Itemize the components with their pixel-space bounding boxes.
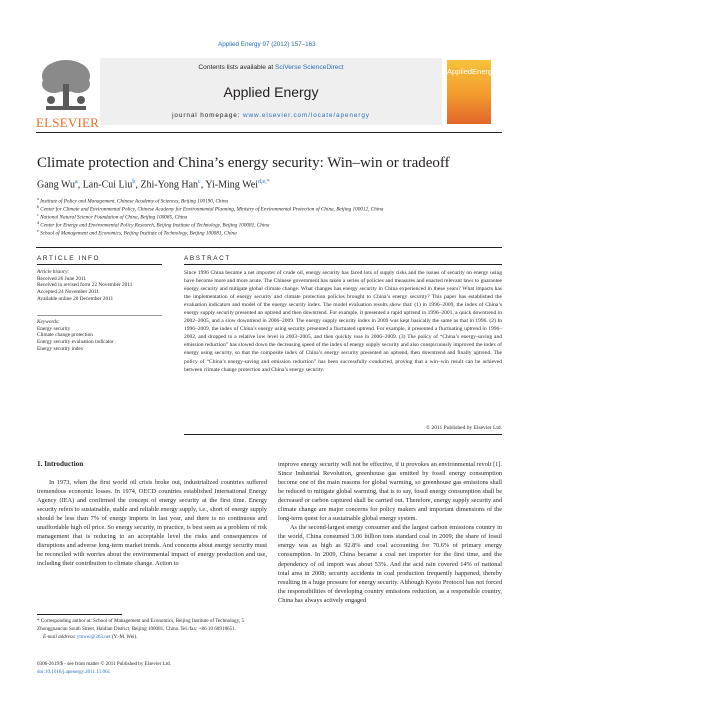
paragraph: improve energy security will not be effective, if it provokes an environmental revolt [1]. Since Industrial Revolution, greenhouse gas emitted by fossil energy consumption become one of the main reasons for global warming, so greenhouse gas emissions shall be reduced to mitigate global warming, that is to say, fossil energy consumption shall be decreased or carbon captured shall be carried out. Therefore, energy supply security and climate change are major concerns for policy makers and important dimensions of the long-term quest for a sustainable global energy system.: [278, 461, 502, 523]
keyword: Energy security index: [37, 345, 84, 352]
history-item: Available online 20 December 2011: [37, 295, 114, 302]
issn-line: 0306-2619/$ - see front matter © 2011 Published by Elsevier Ltd.: [37, 661, 171, 667]
author-name: Zhi-Yong Han: [140, 179, 199, 191]
keywords-label: Keywords:: [37, 319, 60, 325]
affiliation-sup: d: [37, 220, 39, 225]
history-item: Received 26 June 2011: [37, 275, 87, 282]
affiliation-text: National Natural Science Foundation of China, Beijing 100085, China: [40, 214, 188, 221]
email-label: E-mail address:: [43, 633, 77, 640]
section-heading: 1. Introduction: [37, 460, 84, 468]
title-divider: [36, 247, 502, 248]
affiliation-sup: b: [37, 204, 39, 209]
abstract-heading: ABSTRACT: [184, 255, 231, 262]
keyword: Climate change protection: [37, 332, 93, 339]
journal-name: Applied Energy: [223, 84, 319, 100]
cover-title: AppliedEnergy: [447, 67, 496, 76]
affiliation-text: Center for Energy and Environmental Policy Research, Beijing Institute of Technology, Beijing 100081, China: [40, 222, 270, 229]
article-history: [37, 269, 167, 303]
keywords-list: [37, 319, 167, 353]
email-link[interactable]: ymwei@263.net: [76, 633, 111, 640]
article-info-heading: ARTICLE INFO: [37, 255, 101, 262]
journal-citation[interactable]: Applied Energy 97 (2012) 157–163: [218, 41, 316, 48]
affiliation-text: School of Management and Economics, Beijing Institute of Technology, Beijing 100081, China: [40, 230, 237, 237]
author-sup[interactable]: a: [75, 179, 78, 185]
footnote-rule: [37, 614, 122, 615]
homepage-link[interactable]: www.elsevier.com/locate/apenergy: [243, 112, 370, 119]
keyword: Energy security evaluation indicator: [37, 339, 114, 346]
keywords-rule: [37, 315, 162, 316]
header-divider: [36, 132, 502, 133]
affiliation-text: Center for Climate and Environmental Policy, Chinese Academy for Environmental Planning, Ministry of Environmental Protection of China, Beijing 100012, China: [40, 206, 384, 213]
author-sup[interactable]: b: [132, 179, 136, 185]
footnote-text: * Corresponding author at: School of Management and Economics, Beijing Institute of Technology, 5 Zhongguancun South Street, Haidian District, Beijing 100081, China. Tel./fax: +86 10 68918651.: [37, 618, 245, 632]
doi-link[interactable]: doi:10.1016/j.apenergy.2011.11.061: [37, 668, 111, 675]
body-column-left: In 1973, when the first world oil crisis broke out, industrialized countries suffered tremendous economic losses. In 1974, OECD countries established International Energy Agency (IEA) and confirmed the concept of energy security at the first time. Energy security refers to sustainable, stable and reliable energy supply, i.e., short of energy supply should be less than 7% of energy imports in last year, and there is no continuous and unaffordable high oil price. So energy security, in practice, is best seen as a problem of risk management that is reducing to an acceptable level the risks and consequences of disruptions and adverse long-term market trends. And concerns about energy security must be reconciled with worries about the environmental impact of energy production and use, including their contribution to climate change. Action to: [37, 479, 267, 568]
sciencedirect-link[interactable]: SciVerse ScienceDirect: [275, 64, 344, 71]
email-suffix: (Y.-M. Wei).: [110, 633, 138, 640]
contents-prefix: Contents lists available at: [198, 64, 276, 71]
abstract-bottom-rule: [184, 434, 502, 435]
history-item: Accepted 24 November 2011: [37, 289, 100, 296]
affiliation-sup: c: [37, 212, 39, 217]
author-name: Lan-Cui Liu: [82, 179, 133, 191]
article-title: Climate protection and China’s energy security: Win–win or tradeoff: [37, 155, 450, 171]
author-sup[interactable]: d,e,*: [257, 179, 270, 185]
author-name: Yi-Ming Wei: [205, 179, 258, 191]
affiliation: [37, 228, 237, 237]
body-column-right: [278, 460, 502, 605]
history-item: Received in revised form 22 November 2011: [37, 282, 133, 289]
copyright-notice: © 2011 Published by Elsevier Ltd.: [425, 425, 502, 431]
abstract-text: Since 1996 China became a net importer of crude oil, energy security has faced lots of supply risks and the issues of security on energy using have become more and more acute. The Chinese government has taken a series of policies and measures and enacted relevant laws to guarantee energy security and mitigate global climate change. What changes has energy security in China experienced in these years? What impacts has the implementation of energy security and climate protection policies brought to China’s energy security? This paper has established the evaluation indicators and model of the energy security index. The model evaluation results show that: (1) in 1996–2009, the index of China’s energy supply security presented an uptrend and then downtrend. For example, it presented a rapid uptrend in 1996–2001, a quick downtrend in 2002–2005, and a slow downtrend in 2006–2009. The energy supply security index in 2009 was kept basically the same as that in 1996. (2) In 1996–2009, the index of China’s energy using security presented a fluctuated uptrend. For example, it presented a fluctuating uptrend in 1996–2002, and dropped to a relative low level in 2003–2005, and then quickly rose in 2006–2009. (3) The policy of “China’s energy-saving and emission reduction” has slowed down the decreasing speed of the index of energy supply security and also conspicuously improved the index of energy using security, so that the composite index of China’s energy security presented an uptrend, then downtrend and finally uptrend. The policy of “China’s energy-saving and emission reduction” has been successfully conducted, proving that a win–win result can be achieved between climate change protection and China’s energy security.: [184, 270, 502, 373]
author-name: Gang Wu: [37, 179, 76, 191]
keyword: Energy security: [37, 325, 71, 332]
affiliation-sup: e: [37, 228, 39, 233]
corresponding-author-footnote: [37, 618, 267, 641]
contents-availability: [100, 64, 442, 71]
affiliation-sup: a: [37, 196, 39, 201]
article-info-rule: [37, 264, 162, 265]
affiliation-text: Institute of Policy and Management, Chinese Academy of Sciences, Beijing 100190, China: [40, 198, 229, 205]
publisher-logo-text: ELSEVIER: [36, 115, 99, 130]
issn-doi: [37, 661, 267, 676]
history-label: Article history:: [37, 269, 70, 275]
homepage-prefix: journal homepage:: [172, 112, 244, 119]
author-list: Gang Wu$^a$, Lan-Cui Liu$^b$, Zhi-Yong Han$^c$, Yi-Ming Wei$^{d,e,*}$: [37, 179, 270, 191]
journal-homepage: [100, 112, 442, 119]
paragraph: As the second-largest energy consumer and the largest carbon emissions country in the world, China consumed 3.06 billion tons standard coal in 2009; the share of fossil energy was as high as 92.8% and coal accounting for 70.6% of primary energy consumption. In 2009, China became a coal net importer for the first time, and the dependency of oil import was about 53%. And the acid rain covered 14% of national total area in 2008; security accidents in coal production frequently happened, thereby resulting in a huge pressure for energy security. Although Kyoto Protocol has not forced the responsibilities of developing country emissions reduction, as a responsible country, China has always actively engaged: [278, 524, 502, 604]
author-sup[interactable]: c: [198, 179, 201, 185]
abstract-rule: [184, 264, 502, 265]
